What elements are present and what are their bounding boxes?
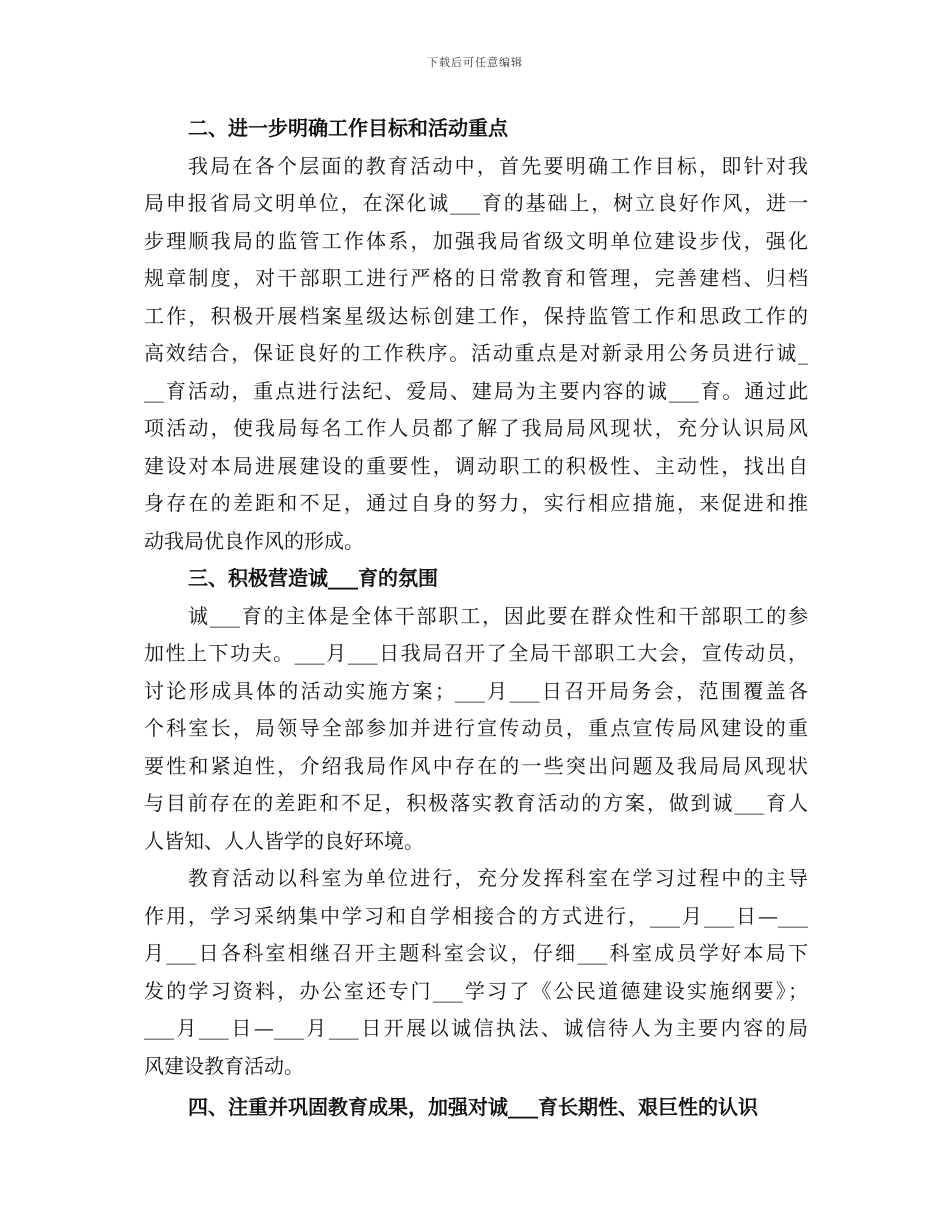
paragraph-line: 月___日各科室相继召开主题科室会议，仔细___科室成员学好本局下 (144, 941, 808, 965)
paragraph-line: 我局在各个层面的教育活动中，首先要明确工作目标，即针对我 (188, 153, 808, 178)
section-heading-2: 二、进一步明确工作目标和活动重点 (188, 116, 508, 140)
document-body (144, 110, 808, 1127)
paragraph-line: 加性上下功夫。___月___日我局召开了全局干部职工大会，宣传动员， (144, 641, 808, 665)
paragraph-line: 工作，积极开展档案星级达标创建工作，保持监管工作和思政工作的 (144, 303, 808, 328)
paragraph-line: 诚___育的主体是全体干部职工，因此要在群众性和干部职工的参 (188, 603, 808, 628)
paragraph-line: 步理顺我局的监管工作体系，加强我局省级文明单位建设步伐，强化 (144, 228, 808, 253)
paragraph-line: 风建设教育活动。 (144, 1053, 304, 1078)
paragraph-line: 建设对本局进展建设的重要性，调动职工的积极性、主动性，找出自 (144, 453, 808, 478)
paragraph-line: 与目前存在的差距和不足，积极落实教育活动的方案，做到诚___育人 (144, 791, 808, 815)
page-header: 下载后可任意编辑 (427, 56, 523, 69)
section-heading-3: 三、积极营造诚___育的氛围 (188, 566, 438, 590)
paragraph-activities (144, 860, 808, 1085)
paragraph-line: 项活动，使我局每名工作人员都了解了我局局风现状，充分认识局风 (144, 416, 808, 440)
paragraph-line: 作用，学习采纳集中学习和自学相接合的方式进行，___月___日—___ (144, 903, 808, 928)
paragraph-line: 要性和紧迫性，介绍我局作风中存在的一些突出问题及我局局风现状 (144, 753, 808, 778)
paragraph-line: 讨论形成具体的活动实施方案；___月___日召开局务会，范围覆盖各 (144, 678, 808, 703)
paragraph-line: 规章制度，对干部职工进行严格的日常教育和管理，完善建档、归档 (144, 266, 808, 290)
paragraph-line: 教育活动以科室为单位进行，充分发挥科室在学习过程中的主导 (188, 866, 808, 890)
paragraph-line: 高效结合，保证良好的工作秩序。活动重点是对新录用公务员进行诚_ (144, 341, 808, 365)
paragraph-goals (144, 148, 808, 561)
paragraph-line: 发的学习资料，办公室还专门___学习了《公民道德建设实施纲要》； (144, 978, 808, 1003)
paragraph-atmosphere (144, 598, 808, 861)
paragraph-line: 身存在的差距和不足，通过自身的努力，实行相应措施，来促进和推 (144, 491, 808, 515)
paragraph-line: 个科室长，局领导全部参加并进行宣传动员，重点宣传局风建设的重 (144, 716, 808, 740)
paragraph-line: ___月___日—___月___日开展以诚信执法、诚信待人为主要内容的局 (144, 1016, 808, 1040)
paragraph-line: __育活动，重点进行法纪、爱局、建局为主要内容的诚___育。通过此 (144, 378, 808, 403)
paragraph-line: 局申报省局文明单位，在深化诚___育的基础上，树立良好作风，进一 (144, 191, 808, 215)
section-heading-4: 四、注重并巩固教育成果，加强对诚___育长期性、艰巨性的认识 (188, 1095, 758, 1119)
paragraph-line: 人皆知、人人皆学的良好环境。 (144, 828, 424, 853)
paragraph-line: 动我局优良作风的形成。 (144, 528, 364, 553)
